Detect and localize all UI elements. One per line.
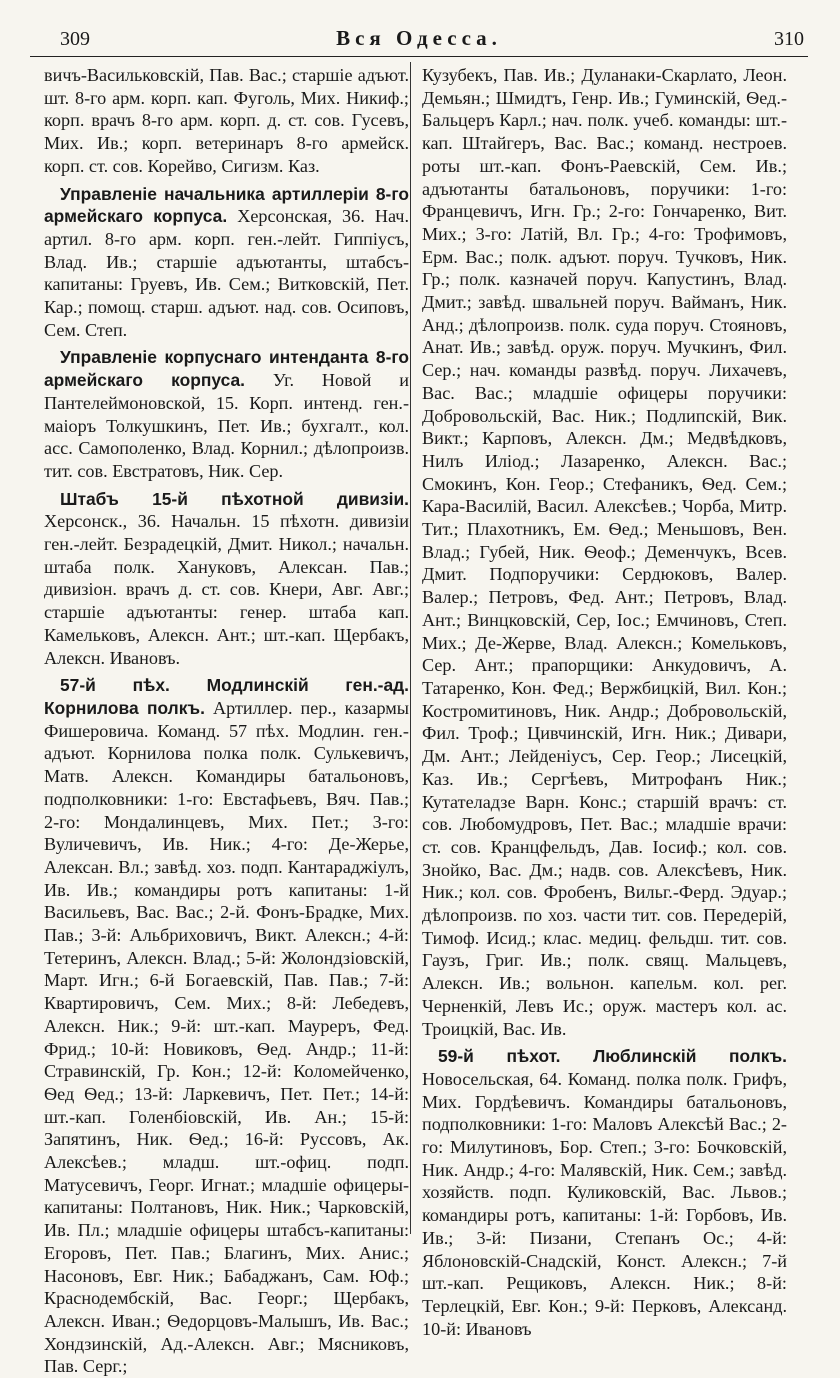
page-number-left: 309: [60, 28, 90, 50]
entry-continuation: Кузубекъ, Пав. Ив.; Дуланаки-Скарлато, Леон. Демьян.; Шмидтъ, Генр. Ив.; Гуминскій, Ѳед.-Бальцеръ Карл.; нач. полк. учеб. команды: шт.-кап. Штайгеръ, Вас. Вас.; команд. нестроев. роты шт.-кап. Фонъ-Раевскій, Сем. Ив.; адъютанты батальоновъ, поручики: 1-го: Францевичъ, Игн. Гр.; 2-го: Гончаренко, Вит. Мих.; 3-го: Латій, Вл. Гр.; 4-го: Трофимовъ, Ерм. Вас.; полк. адъют. поруч. Тучковъ, Ник. Гр.; полк. казначей поруч. Капустинъ, Влад. Дмит.; завѣд. швальней поруч. Вайманъ, Ник. Анд.; дѣлопроизв. полк. суда поруч. Стояновъ, Анат. Ив.; завѣд. оруж. поруч. Мучкинъ, Фил. Сер.; нач. команды развѣд. поруч. Лихачевъ, Вас. Вас.; младшіе офицеры поручики: Добровольскій, Вас. Ник.; Подлипскій, Вик. Викт.; Карповъ, Алексн. Дм.; Медвѣдковъ, Нилъ Иліод.; Лазаренко, Алексн. Вас.; Смокинъ, Кон. Геор.; Стефаникъ, Ѳед. Сем.; Кара-Василій, Васил. Алексѣев.; Чорба, Митр. Тит.; Плахотникъ, Ем. Ѳед.; Меньшовъ, Вен. Влад.; Губей, Ник. Ѳеоф.; Деменчукъ, Всев. Дмит. Подпоручики: Сердюковъ, Валер. Валер.; Петровъ, Фед. Ант.; Петровъ, Влад. Ант.; Винцковскій, Сер, Іос.; Емчиновъ, Степ. Мих.; Де-Жерве, Влад. Алексн.; Комельковъ, Сер. Ант.; прапорщики: Анкудовичъ, А. Татаренко, Кон. Фед.; Вержбицкій, Вил. Кон.; Костромитиновъ, Ник. Андр.; Добровольскій, Фил. Троф.; Цивчинскій, Игн. Ник.; Дивари, Дм. Ант.; Лейденіусъ, Сер. Геор.; Лисецкій, Каз. Ив.; Сергѣевъ, Митрофанъ Ник.; Кутателадзе Варн. Конс.; старшій врачъ: ст. сов. Любомудровъ, Пет. Вас.; младшіе врачи: ст. сов. Кранцфельдъ, Дав. Іосиф.; кол. сов. Знойко, Вас. Дм.; надв. сов. Алексѣевъ, Ник. Ник.; кол. сов. Фробенъ, Вильг.-Ферд. Эдуар.; дѣлопроизв. по хоз. части тит. сов. Передерій, Тимоф. Исид.; клас. медиц. фельдш. тит. сов. Гаузъ, Григ. Ив.; полк. свящ. Мальцевъ, Алексн. Ив.; вольнон. капельм. кол. рег. Черненкій, Левъ Ис.; оруж. мастеръ кол. ас. Троицкій, Вас. Ив.: [422, 65, 787, 1039]
entry-continuation: вичъ-Васильковскій, Пав. Вас.; старшіе адъют. шт. 8-го арм. корп. кап. Фуголь, Мих. Никиф.; корп. врачъ 8-го арм. корп. д. ст. сов. Гусевъ, Мих. Ив.; корп. ветеринаръ 8-го армейск. корп. ст. сов. Корейво, Сигизм. Каз.: [44, 65, 409, 176]
entry-heading: Управленіе начальника артиллеріи 8-го армейскаго корпуса.: [44, 183, 409, 227]
entry-heading: 59-й пѣхот. Люблинскій полкъ.: [438, 1046, 787, 1067]
page-header: [30, 22, 808, 57]
running-title: Вся Одесса.: [336, 26, 502, 50]
column-divider: [410, 62, 411, 1234]
entry-heading: Управленіе корпуснаго интенданта 8-го армейскаго корпуса.: [44, 347, 409, 391]
page-number-right: 310: [774, 28, 804, 50]
right-column: [422, 64, 787, 1340]
left-column: [44, 64, 409, 1378]
entry-15th-division-staff: Штабъ 15-й пѣхотной дивизіи. Херсонск., 36. Начальн. 15 пѣхотн. дивизіи ген.-лейт. Безрадецкій, Дмит. Никол.; начальн. штаба полк. Хануковъ, Алексан. Пав.; дивизіон. врачъ д. ст. сов. Кнери, Авг. Авг.; старшіе адъютанты: генер. штаба кап. Камельковъ, Алексн. Ант.; шт.-кап. Щербакъ, Алексн. Ивановъ.: [44, 488, 409, 668]
entry-artillery-administration: Управленіе начальника артиллеріи 8-го армейскаго корпуса. Херсонская, 36. Нач. артил. 8-го арм. корп. ген.-лейт. Гиппіусъ, Влад. Ив.; старшіе адъютанты, штабсъ-капитаны: Груевъ, Ив. Сем.; Витковскій, Пет. Кар.; помощ. старш. адъют. над. сов. Осиповъ, Сем. Степ.: [44, 183, 409, 340]
entry-intendant-administration: Управленіе корпуснаго интенданта 8-го армейскаго корпуса. Уг. Новой и Пантелеймоновской, 15. Корп. интенд. ген.-маіоръ Толкушкинъ, Пет. Ив.; бухгалт., кол. асс. Самополенко, Влад. Корнил.; дѣлопроизв. тит. сов. Евстратовъ, Ник. Сер.: [44, 347, 409, 481]
entry-59th-regiment: 59-й пѣхот. Люблинскій полкъ. Новосельская, 64. Команд. полка полк. Грифъ, Мих. Гордѣевичъ. Командиры батальоновъ, подполковники: 1-го: Маловъ Алексѣй Вас.; 2-го: Милутиновъ, Бор. Степ.; 3-го: Бочковскій, Ник. Андр.; 4-го: Малявскій, Ник. Сем.; завѣд. хозяйств. подп. Куликовскій, Вас. Львов.; командиры ротъ, капитаны: 1-й: Горбовъ, Ив. Ив.; 3-й: Пизани, Степанъ Ос.; 4-й: Яблоновскій-Снадскій, Конст. Алексн.; 7-й шт.-кап. Рещиковъ, Алексн. Ник.; 8-й: Терлецкій, Евг. Кон.; 9-й: Перковъ, Александ. 10-й: Ивановъ: [422, 1046, 787, 1339]
entry-57th-regiment: 57-й пѣх. Модлинскій ген.-ад. Корнилова полкъ. Артиллер. пер., казармы Фишеровича. Команд. 57 пѣх. Модлин. ген.-адъют. Корнилова полка полк. Сулькевичъ, Матв. Алексн. Командиры батальоновъ, подполковники: 1-го: Евстафьевъ, Вяч. Пав.; 2-го: Мондалинцевъ, Мих. Пет.; 3-го: Вуличевичъ, Ив. Ник.; 4-го: Де-Жерье, Алексан. Вл.; завѣд. хоз. подп. Кантараджіулъ, Ив. Ив.; командиры ротъ капитаны: 1-й Васильевъ, Вас. Вас.; 2-й. Фонъ-Брадке, Мих. Пав.; 3-й: Альбриховичъ, Викт. Алексн.; 4-й: Тетеринъ, Алексн. Влад.; 5-й: Жолондзіовскій, Март. Игн.; 6-й Богаевскій, Пав. Пав.; 7-й: Квартировичъ, Сем. Мих.; 8-й: Лебедевъ, Алексн. Ник.; 9-й: шт.-кап. Мауреръ, Фед. Фрид.; 10-й: Новиковъ, Ѳед. Андр.; 11-й: Стравинскій, Гр. Кон.; 12-й: Коломейченко, Ѳед Ѳед.; 13-й: Ларкевичъ, Пет. Пет.; 14-й: шт.-кап. Голенбіовскій, Ив. Ан.; 15-й: Запятинъ, Ник. Ѳед.; 16-й: Руссовъ, Ак. Алексѣев.; младш. шт.-офиц. подп. Матусевичъ, Георг. Игнат.; младшіе офицеры-капитаны: Полтановъ, Ник. Ник.; Чарковскій, Ив. Пл.; младшіе офицеры штабсъ-капитаны: Егоровъ, Пет. Пав.; Благинъ, Мих. Анис.; Насоновъ, Евг. Ник.; Бабаджанъ, Сам. Юф.; Краснодембскій, Вас. Георг.; Щербакъ, Алексн. Иван.; Ѳедорцовъ-Малышъ, Ив. Вас.; Хондзинскій, Ад.-Алексн. Авг.; Мясниковъ, Пав. Серг.;: [44, 675, 410, 1377]
entry-heading: Штабъ 15-й пѣхотной дивизіи.: [60, 488, 409, 509]
entry-heading: 57-й пѣх. Модлинскій ген.-ад. Корнилова полкъ.: [44, 675, 409, 718]
